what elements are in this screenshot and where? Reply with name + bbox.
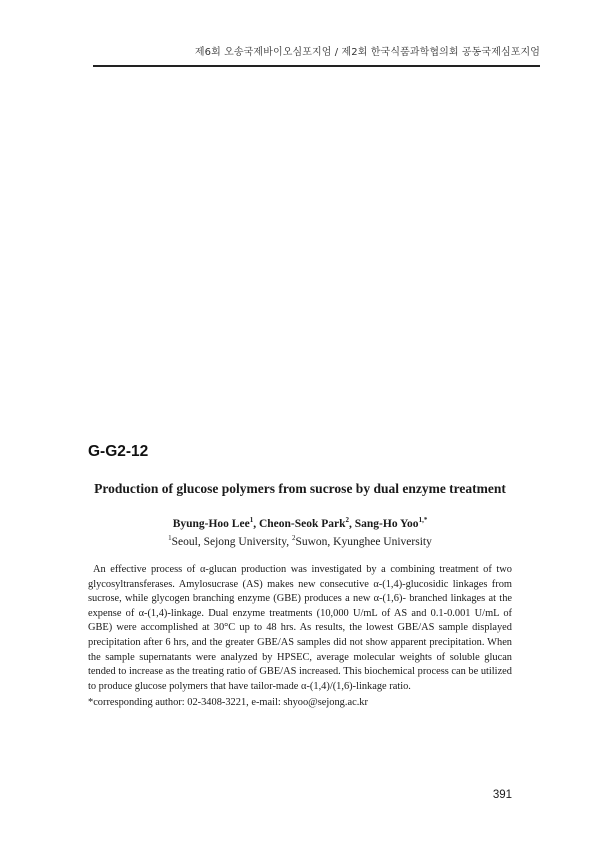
- paper-title: Production of glucose polymers from sucrose by dual enzyme treatment: [94, 481, 506, 496]
- affiliation-mark: 2: [291, 534, 296, 542]
- author-affil-mark: 1,*: [418, 516, 428, 524]
- running-header: 제6회 오송국제바이오심포지엄 / 제2회 한국식품과학협의회 공동국제심포지엄: [194, 47, 540, 58]
- affiliation-mark: 1: [168, 534, 172, 542]
- author-name: Cheon-Seok Park: [258, 518, 346, 530]
- affiliation-list: $^1$Seoul, Sejong University, $^2$Suwon, Kyunghee University: [168, 534, 432, 548]
- author-list: Byung-Hoo Lee$^1$, Cheon-Seok Park$^2$, Sang-Ho Yoo$^{1,*}$: [172, 516, 428, 530]
- session-code: G-G2-12: [88, 443, 149, 460]
- abstract-text: An effective process of α-glucan production was investigated by a combining treatment of two glycosyltransferases. Amylosucrase (AS) makes new consecutive α-(1,4)-glucosidic linkages from sucrose, while glycogen branching enzyme (GBE) produces a new α-(1,6)- branched linkages at the expense of α-(1,4)-linkage. Dual enzyme treatments (10,000 U/mL of AS and 0.1-0.001 U/mL of GBE) were accomplished at 30°C up to 48 hrs. As results, the lowest GBE/AS sample displayed precipitation after 6 hrs, and the greater GBE/AS samples did not show apparent precipitation. When the sample supernatants were analyzed by HPSEC, average molecular weights of soluble glucan tended to increase as the treating ratio of GBE/AS increased. This biochemical process can be utilized to produce glucose polymers that have tailor-made α-(1,4)/(1,6)-linkage ratio.: [88, 564, 512, 692]
- author-affil-mark: 2: [345, 516, 350, 524]
- abstract-paragraph: [88, 563, 512, 694]
- corresponding-author: *corresponding author: 02-3408-3221, e-mail: shyoo@sejong.ac.kr: [88, 697, 368, 708]
- affiliation-text: Seoul, Sejong University: [171, 536, 287, 548]
- page-number: 391: [492, 789, 512, 801]
- author-affil-mark: 1: [249, 516, 254, 524]
- author-name: Byung-Hoo Lee: [172, 518, 250, 530]
- author-name: Sang-Ho Yoo: [354, 518, 419, 530]
- affiliation-text: Suwon, Kyunghee University: [295, 536, 432, 548]
- header-rule: [93, 65, 540, 67]
